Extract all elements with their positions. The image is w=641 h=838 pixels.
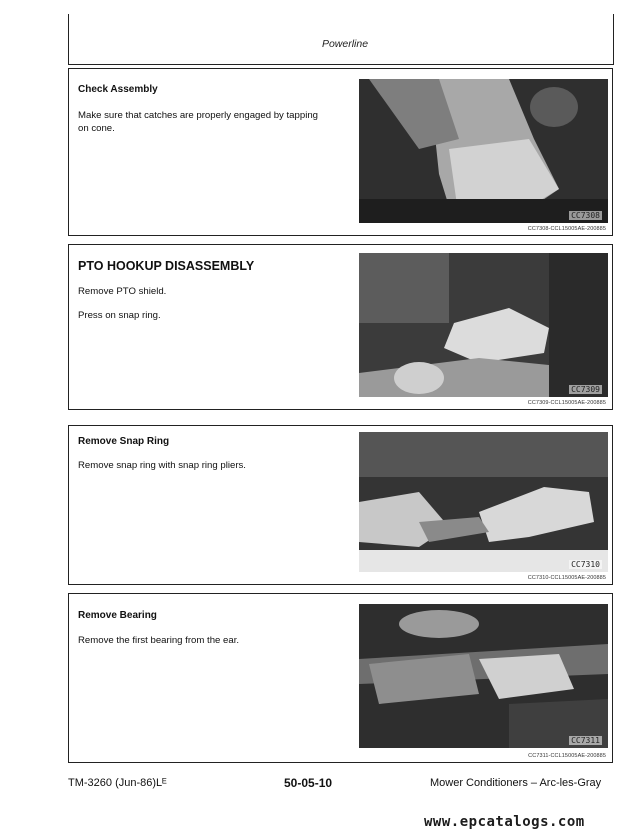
section-text	[78, 109, 318, 146]
photo-pto-hookup	[359, 253, 608, 397]
photo-remove-bearing	[359, 604, 608, 748]
section-remove-snap-ring	[68, 425, 613, 585]
section-title: Remove Bearing	[78, 610, 157, 621]
section-text	[78, 459, 318, 483]
photo-remove-snap-ring	[359, 432, 608, 572]
section-paragraph: Remove the first bearing from the ear.	[78, 635, 240, 646]
section-check-assembly	[68, 68, 613, 236]
footer-product: Mower Conditioners – Arc-les-Gray	[430, 777, 602, 789]
section-paragraph: Remove PTO shield.	[78, 286, 167, 297]
photo-check-assembly	[359, 79, 608, 223]
page-header-title: Powerline	[321, 38, 369, 50]
section-paragraph: Make sure that catches are properly engaged by tapping on cone.	[78, 110, 318, 134]
section-title: PTO HOOKUP DISASSEMBLY	[78, 259, 255, 273]
watermark: www.epcatalogs.com	[424, 814, 585, 830]
photo-code: CC7309	[571, 385, 600, 394]
section-text	[78, 285, 318, 333]
footer-manual-code: TM-3260 (Jun-86)Lᴱ	[68, 777, 167, 789]
figure-reference: CC7308-CCL15005AE-200885	[527, 226, 606, 232]
photo-code: CC7308	[571, 211, 600, 220]
section-pto-hookup-disassembly	[68, 244, 613, 410]
section-text	[78, 634, 318, 658]
footer-page-number: 50-05-10	[284, 776, 333, 790]
section-title: Check Assembly	[78, 84, 158, 95]
header-divider	[68, 64, 614, 65]
section-paragraph: Press on snap ring.	[78, 310, 161, 321]
section-paragraph: Remove snap ring with snap ring pliers.	[78, 460, 246, 471]
figure-reference: CC7310-CCL15005AE-200885	[527, 575, 606, 581]
figure-reference: CC7311-CCL15005AE-200885	[528, 753, 606, 759]
photo-code: CC7311	[571, 736, 600, 745]
section-remove-bearing	[68, 593, 613, 763]
header-rule-right	[613, 14, 614, 64]
header-rule-left	[68, 14, 69, 64]
section-title: Remove Snap Ring	[78, 436, 170, 447]
photo-code: CC7310	[571, 560, 600, 569]
figure-reference: CC7309-CCL15005AE-200885	[527, 400, 606, 406]
